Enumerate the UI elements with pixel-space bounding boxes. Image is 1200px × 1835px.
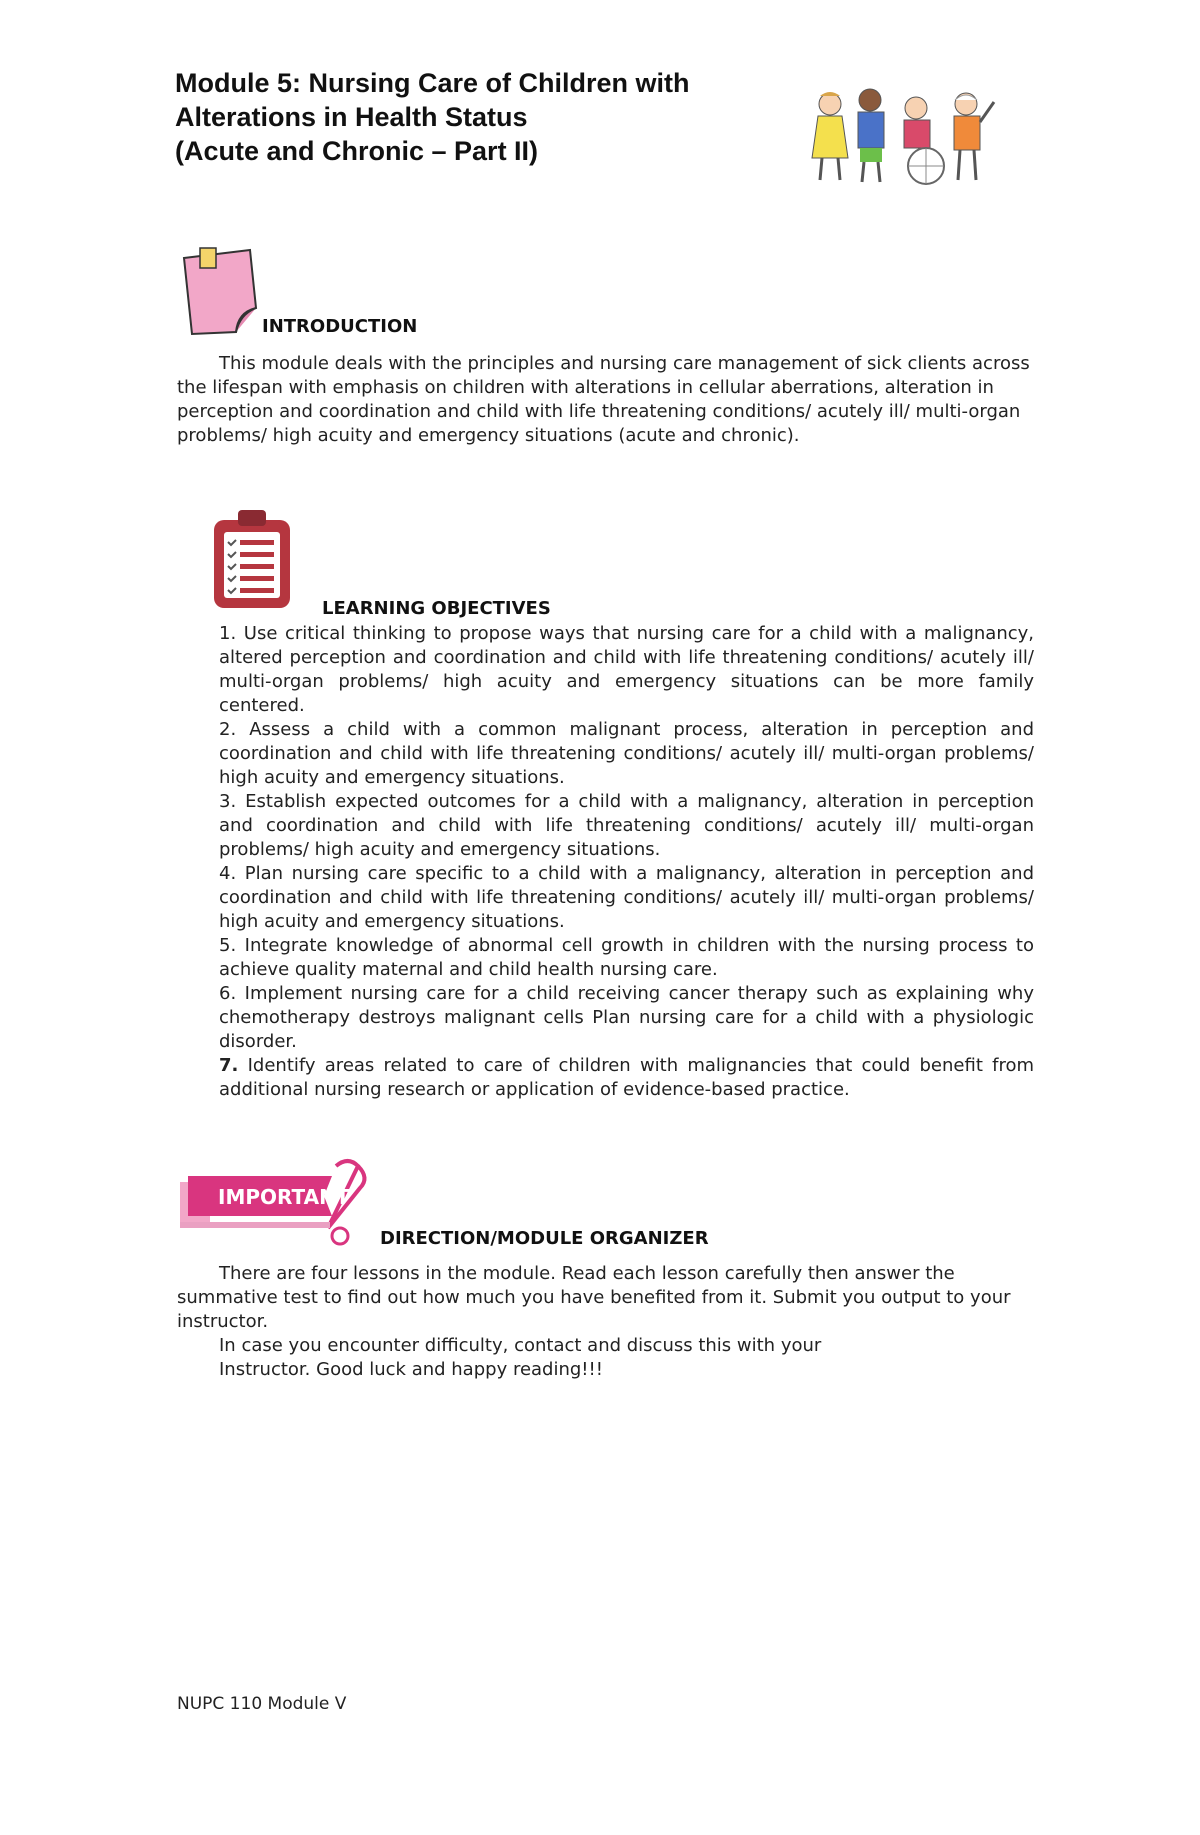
page-title — [175, 66, 775, 168]
direction-para-2-line-2: Instructor. Good luck and happy reading!!! — [219, 1359, 603, 1380]
learning-objectives-heading: LEARNING OBJECTIVES — [322, 598, 551, 619]
important-banner-icon — [178, 1158, 384, 1246]
direction-para-2-line-1: In case you encounter difficulty, contact and discuss this with your — [219, 1335, 822, 1356]
title-line-3: (Acute and Chronic – Part II) — [175, 136, 539, 166]
direction-paragraphs — [177, 1262, 1037, 1382]
direction-para-1: There are four lessons in the module. Read each lesson carefully then answer the summative test to find out how much you have benefited from it. Submit you output to your instructor. — [177, 1263, 1011, 1332]
direction-heading: DIRECTION/MODULE ORGANIZER — [380, 1228, 709, 1249]
introduction-paragraph — [177, 352, 1037, 448]
objective-item: 1. Use critical thinking to propose ways that nursing care for a child with a malignancy, altered perception and coordination and child with life threatening conditions/ acutely ill/ multi-organ problems/ high acuity and emergency situations can be more family centered. — [219, 623, 1034, 716]
objective-item: 3. Establish expected outcomes for a child with a malignancy, alteration in perception and coordination and child with life threatening conditions/ acutely ill/ multi-organ problems/ high acuity and emergency situations. — [219, 791, 1034, 860]
sticky-note-icon — [178, 246, 262, 336]
introduction-heading: INTRODUCTION — [262, 316, 418, 337]
introduction-text: This module deals with the principles and nursing care management of sick clients across the lifespan with emphasis on children with alterations in cellular aberrations, alteration in perception and coordination and child with life threatening conditions/ acutely ill/ multi-organ problems/ high acuity and emergency situations (acute and chronic). — [177, 353, 1030, 446]
learning-objectives-list — [219, 622, 1034, 1102]
objective-item: 2. Assess a child with a common malignant process, alteration in perception and coordination and child with life threatening conditions/ acutely ill/ multi-organ problems/ high acuity and emergency situations. — [219, 719, 1035, 788]
title-line-2: Alterations in Health Status — [175, 102, 528, 132]
children-group-illustration-icon — [808, 88, 998, 188]
page-footer: NUPC 110 Module V — [177, 1694, 347, 1714]
objective-item: 5. Integrate knowledge of abnormal cell growth in children with the nursing process to achieve quality maternal and child health nursing care. — [219, 935, 1034, 980]
objective-item: 7. Identify areas related to care of children with malignancies that could benefit from additional nursing research or application of evidence-based practice. — [219, 1055, 1034, 1100]
clipboard-checklist-icon — [190, 506, 324, 614]
objective-item: 6. Implement nursing care for a child receiving cancer therapy such as explaining why chemotherapy destroys malignant cells Plan nursing care for a child with a physiologic disorder. — [219, 983, 1034, 1052]
title-line-1: Module 5: Nursing Care of Children with — [175, 68, 690, 98]
objective-item: 4. Plan nursing care specific to a child with a malignancy, alteration in perception and coordination and child with life threatening conditions/ acutely ill/ multi-organ problems/ high acuity and emergency situations. — [219, 863, 1034, 932]
important-banner-text: IMPORTANT — [218, 1185, 350, 1209]
